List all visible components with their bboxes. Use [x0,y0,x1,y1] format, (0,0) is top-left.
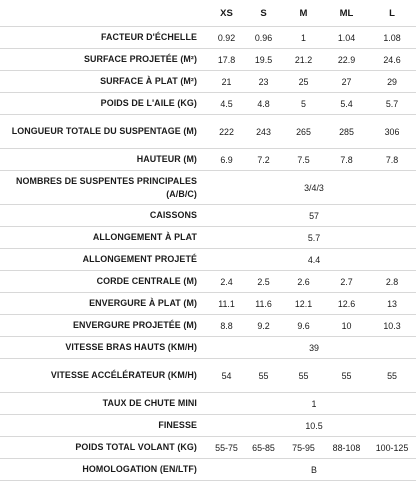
header-corner [0,0,208,27]
row-shared-value: 57 [208,205,416,227]
row-label: POIDS TOTAL VOLANT (KG) [0,437,208,459]
row-label: ALLONGEMENT À PLAT [0,227,208,249]
row-value: 9.6 [282,315,325,337]
size-header: L [368,0,416,27]
row-value: 1.08 [368,27,416,49]
row-value: 10 [325,315,368,337]
row-value: 55 [245,359,282,393]
row-value: 11.1 [208,293,245,315]
header-row [0,0,416,27]
row-value: 22.9 [325,49,368,71]
table-row [0,359,416,393]
row-shared-value: 4.4 [208,249,416,271]
table-row [0,337,416,359]
row-value: 21.2 [282,49,325,71]
row-value: 2.5 [245,271,282,293]
row-value: 7.2 [245,149,282,171]
row-value: 265 [282,115,325,149]
table-row [0,49,416,71]
row-value: 4.5 [208,93,245,115]
row-label: POIDS DE L'AILE (KG) [0,93,208,115]
row-label: LONGUEUR TOTALE DU SUSPENTAGE (M) [0,115,208,149]
row-value: 5.4 [325,93,368,115]
table-row [0,93,416,115]
row-value: 2.6 [282,271,325,293]
row-label: ENVERGURE PROJETÉE (M) [0,315,208,337]
table-row [0,393,416,415]
row-value: 24.6 [368,49,416,71]
row-value: 27 [325,71,368,93]
row-value: 4.8 [245,93,282,115]
row-value: 54 [208,359,245,393]
table-row [0,171,416,205]
table-row [0,115,416,149]
row-value: 29 [368,71,416,93]
table-row [0,27,416,49]
row-value: 21 [208,71,245,93]
row-value: 7.8 [325,149,368,171]
row-value: 2.4 [208,271,245,293]
row-label: VITESSE ACCÉLÉRATEUR (KM/H) [0,359,208,393]
row-value: 12.1 [282,293,325,315]
row-label: FINESSE [0,415,208,437]
table-row [0,71,416,93]
row-value: 65-85 [245,437,282,459]
row-value: 222 [208,115,245,149]
size-header: M [282,0,325,27]
row-value: 9.2 [245,315,282,337]
row-shared-value: 39 [208,337,416,359]
row-value: 55 [368,359,416,393]
row-label: CAISSONS [0,205,208,227]
row-value: 0.92 [208,27,245,49]
row-label: TAUX DE CHUTE MINI [0,393,208,415]
row-shared-value: 5.7 [208,227,416,249]
table-row [0,271,416,293]
row-label: SURFACE PROJETÉE (M²) [0,49,208,71]
row-shared-value: 1 [208,393,416,415]
row-value: 25 [282,71,325,93]
row-value: 55 [325,359,368,393]
row-label: HAUTEUR (M) [0,149,208,171]
row-value: 1.04 [325,27,368,49]
row-value: 88-108 [325,437,368,459]
table-row [0,315,416,337]
table-row [0,205,416,227]
row-label: HOMOLOGATION (EN/LTF) [0,459,208,481]
row-value: 17.8 [208,49,245,71]
row-value: 0.96 [245,27,282,49]
row-value: 7.5 [282,149,325,171]
row-value: 1 [282,27,325,49]
row-value: 243 [245,115,282,149]
row-value: 6.9 [208,149,245,171]
table-row [0,293,416,315]
row-value: 100-125 [368,437,416,459]
row-shared-value: 10.5 [208,415,416,437]
size-header: ML [325,0,368,27]
row-value: 12.6 [325,293,368,315]
row-value: 75-95 [282,437,325,459]
row-label: NOMBRES DE SUSPENTES PRINCIPALES (A/B/C) [0,171,208,205]
row-value: 55-75 [208,437,245,459]
table-row [0,415,416,437]
row-value: 5.7 [368,93,416,115]
row-value: 13 [368,293,416,315]
row-label: SURFACE À PLAT (M²) [0,71,208,93]
row-value: 2.7 [325,271,368,293]
row-label: FACTEUR D'ÉCHELLE [0,27,208,49]
row-value: 19.5 [245,49,282,71]
row-label: ENVERGURE À PLAT (M) [0,293,208,315]
row-label: VITESSE BRAS HAUTS (KM/H) [0,337,208,359]
row-value: 11.6 [245,293,282,315]
row-value: 2.8 [368,271,416,293]
row-value: 306 [368,115,416,149]
row-shared-value: 3/4/3 [208,171,416,205]
table-row [0,459,416,481]
table-row [0,437,416,459]
row-value: 5 [282,93,325,115]
row-value: 285 [325,115,368,149]
row-shared-value: B [208,459,416,481]
row-value: 55 [282,359,325,393]
size-header: XS [208,0,245,27]
row-value: 23 [245,71,282,93]
row-label: CORDE CENTRALE (M) [0,271,208,293]
row-value: 8.8 [208,315,245,337]
table-row [0,149,416,171]
row-value: 10.3 [368,315,416,337]
table-row [0,249,416,271]
size-header: S [245,0,282,27]
row-value: 7.8 [368,149,416,171]
table-row [0,227,416,249]
row-label: ALLONGEMENT PROJETÉ [0,249,208,271]
